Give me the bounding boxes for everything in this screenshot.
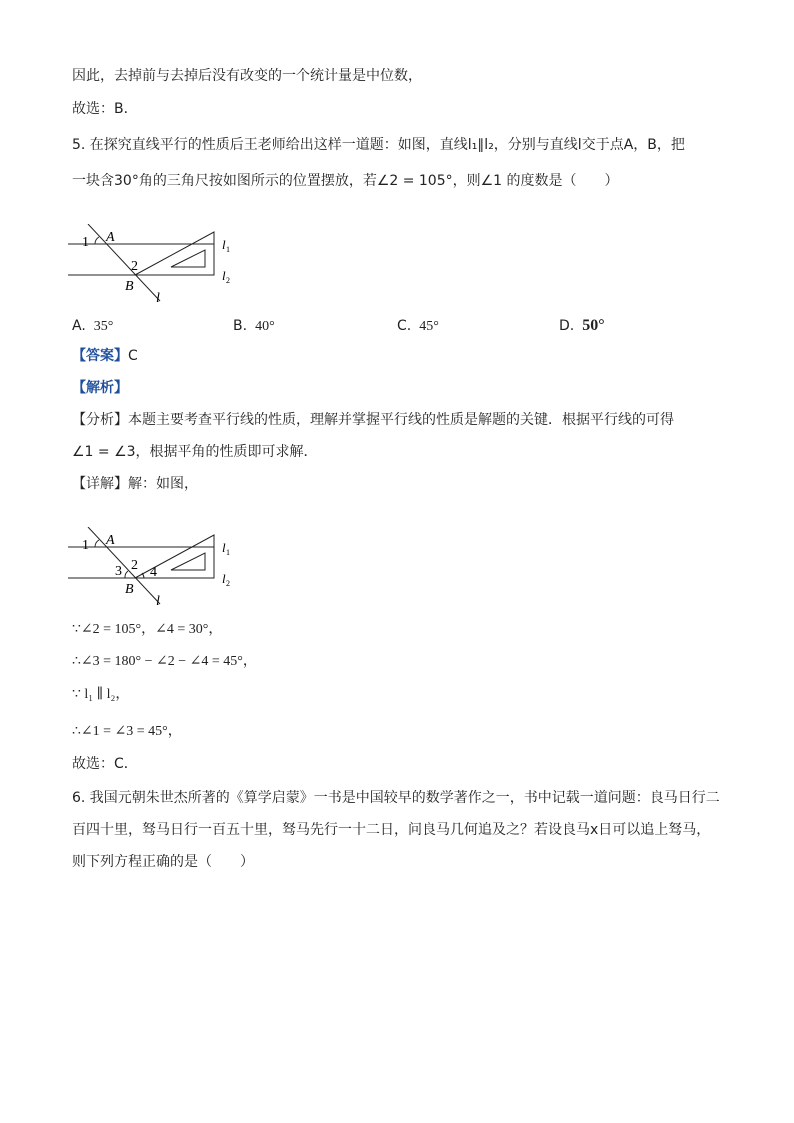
figure-label: l: [222, 237, 226, 252]
figure-label: 1: [226, 245, 230, 254]
solution-figure: [68, 527, 248, 607]
figure-label: 2: [226, 579, 230, 588]
fenxi-tag: 【分析】: [72, 412, 128, 428]
figure-label: A: [106, 230, 115, 245]
figure-label: 2: [226, 276, 230, 285]
figure-label: 3: [115, 564, 122, 579]
option-b: B. 40°: [233, 318, 275, 334]
fenxi-line-2: ∠1 = ∠3，根据平角的性质即可求解．: [72, 444, 318, 460]
fenxi-text: 本题主要考查平行线的性质，理解并掌握平行线的性质是解题的关键．根据平行线的可得: [128, 412, 674, 428]
solution-step: ∵ l₁ ∥ l₂，: [72, 687, 130, 702]
figure-label: l: [222, 571, 226, 586]
text-line: 因此，去掉前与去掉后没有改变的一个统计量是中位数，: [72, 68, 422, 84]
figure-label: 4: [150, 565, 157, 580]
figure-label: 2: [131, 259, 138, 274]
figure-label: 1: [82, 235, 89, 250]
answer-line: [72, 346, 138, 366]
figure-label: l: [222, 540, 226, 555]
question-6-stem: 6. 我国元朝朱世杰所著的《算学启蒙》一书是中国较早的数学著作之一，书中记载一道问题：良马日行二: [72, 790, 720, 806]
figure-label: l: [222, 268, 226, 283]
analysis-line: [72, 378, 128, 398]
figure-label: l: [156, 594, 160, 607]
text-line: 故选：B．: [72, 101, 138, 117]
question-6-stem: 则下列方程正确的是（ ）: [72, 854, 254, 870]
question-6-stem: 百四十里，驽马日行一百五十里，驽马先行一十二日，问良马几何追及之？若设良马x日可以追上驽马，: [72, 822, 711, 838]
figure-label: 2: [131, 558, 138, 573]
figure-label: A: [106, 533, 115, 548]
figure-label: 1: [226, 548, 230, 557]
solution-step: ∴∠1 = ∠3 = 45°，: [72, 724, 182, 739]
figure-label: 1: [82, 538, 89, 553]
option-d: D. 50°: [559, 317, 605, 334]
xiangjie-line: [72, 474, 198, 494]
figure-label: l: [156, 291, 160, 304]
solution-step: ∴∠3 = 180° − ∠2 − ∠4 = 45°，: [72, 654, 257, 669]
solution-conclusion: 故选：C．: [72, 756, 138, 772]
analysis-tag: 【解析】: [72, 380, 128, 396]
fenxi-line: [72, 410, 674, 430]
solution-step: ∵∠2 = 105°，∠4 = 30°，: [72, 622, 223, 637]
question-5-stem: 一块含30°角的三角尺按如图所示的位置摆放，若∠2 = 105°，则∠1 的度数是（ ）: [72, 173, 619, 189]
xiangjie-tag: 【详解】: [72, 476, 128, 492]
option-c: C. 45°: [397, 318, 439, 334]
answer-value: C: [128, 348, 138, 364]
option-a: A. 35°: [72, 318, 114, 334]
answer-tag: 【答案】: [72, 348, 128, 364]
xiangjie-text: 解：如图，: [128, 476, 198, 492]
figure-label: B: [125, 279, 134, 294]
question-5-stem: 5. 在探究直线平行的性质后王老师给出这样一道题：如图，直线l₁∥l₂，分别与直线l交于点A，B，把: [72, 137, 685, 153]
question-5-figure: [68, 224, 248, 304]
figure-label: B: [125, 582, 134, 597]
